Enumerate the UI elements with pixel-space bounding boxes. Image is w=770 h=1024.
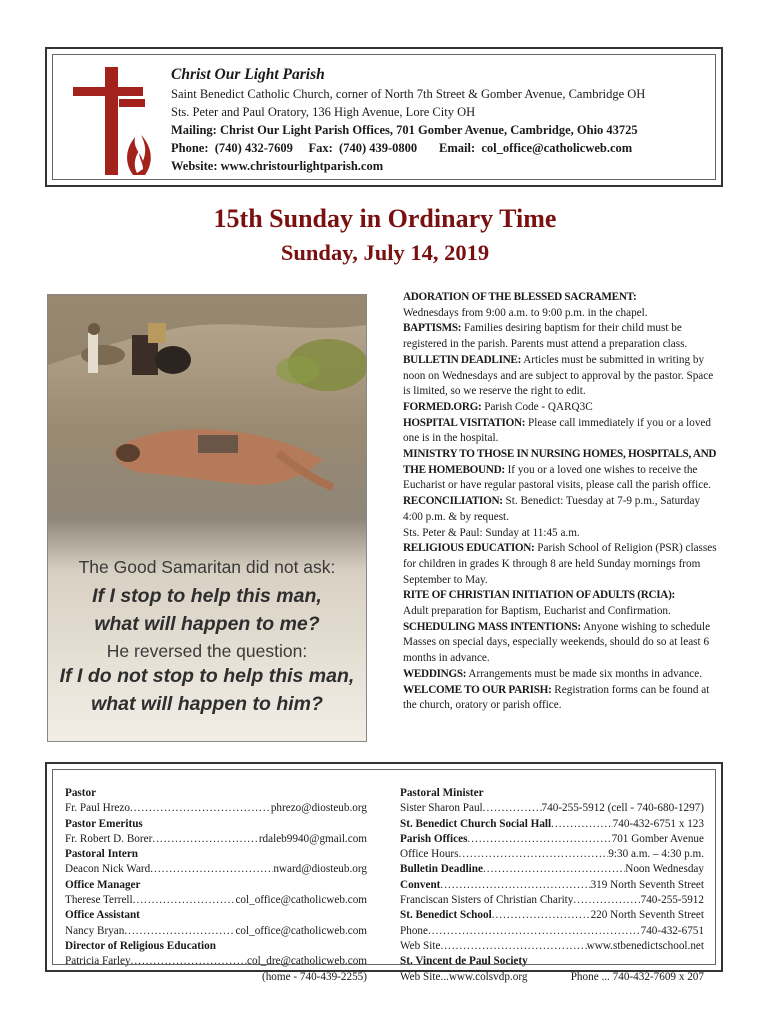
parish-logo-cross-icon (71, 65, 153, 177)
emeritus-row: Fr. Robert D. Borer ..... rdaleb9940@gmail.com (65, 832, 367, 847)
manager-heading: Office Manager (65, 878, 141, 891)
quote-line-1: The Good Samaritan did not ask: (78, 557, 336, 577)
pastor-row: Fr. Paul Hrezo ..... phrezo@diosteub.org (65, 801, 367, 816)
svdp-row: Web Site...www.colsvdp.org Phone ... 740-432-7609 x 207 (400, 970, 704, 983)
quote-line-4: He reversed the question: (106, 641, 308, 661)
church-address: Saint Benedict Catholic Church, corner of North 7th Street & Gomber Avenue, Cambridge OH (171, 87, 646, 101)
announcement-weddings: WEDDINGS: Arrangements must be made six months in advance. (403, 667, 703, 680)
staff-left-column (65, 786, 367, 985)
announcement-religious-education: RELIGIOUS EDUCATION: Parish School of Religion (PSR) classes for children in grades K through 8 are held Sunday mornings from September to May. (403, 542, 717, 586)
assistant-row: Nancy Bryan ..... col_office@catholicweb.com (65, 924, 367, 939)
announcement-formed: FORMED.ORG: Parish Code - QARQ3C (403, 400, 593, 413)
dre-home-phone: (home - 740-439-2255) (261, 970, 367, 983)
header-inner-border (52, 54, 716, 180)
office-hours-row: Office Hours ..... 9:30 a.m. – 4:30 p.m. (400, 847, 704, 862)
parish-name: Christ Our Light Parish (171, 66, 325, 83)
announcement-welcome: WELCOME TO OUR PARISH: Registration forms can be found at the church, oratory or parish office. (403, 683, 710, 712)
bulletin-date: Sunday, July 14, 2019 (280, 240, 490, 265)
announcement-rcia: RITE OF CHRISTIAN INITIATION OF ADULTS (RCIA): Adult preparation for Baptism, Eucharist and Confirmation. (403, 589, 675, 618)
mailing-address: Mailing: Christ Our Light Parish Offices, 701 Gomber Avenue, Cambridge, Ohio 43725 (171, 123, 638, 137)
staff-right-column (400, 786, 704, 985)
contact-line: Phone: (740) 432-7609 Fax: (740) 439-0800 Email: col_office@catholicweb.com (171, 141, 633, 155)
social-hall-row: St. Benedict Church Social Hall ..... 740-432-6751 x 123 (400, 817, 704, 832)
parish-header (45, 47, 723, 187)
intern-heading: Pastoral Intern (65, 848, 139, 861)
minister-heading: Pastoral Minister (400, 787, 484, 799)
announcement-ministry: MINISTRY TO THOSE IN NURSING HOMES, HOSPITALS, AND THE HOMEBOUND: If you or a loved one wishes to receive the Eucharist or have regular pastoral visits, please call the parish office. (403, 448, 717, 492)
staff-directory-inner-border (52, 769, 716, 983)
minister-row: Sister Sharon Paul ..... 740-255-5912 (cell - 740-680-1297) (400, 801, 704, 816)
pastor-heading: Pastor (65, 787, 97, 799)
convent-row: Convent ..... 319 North Seventh Street (400, 878, 704, 893)
svdp-heading: St. Vincent de Paul Society (400, 955, 528, 968)
school-phone-row: Phone ..... 740-432-6751 (400, 924, 704, 939)
announcement-mass-intentions: SCHEDULING MASS INTENTIONS: Anyone wishing to schedule Masses on special days, especially weekends, should do so at least 6 months in advance. (403, 620, 711, 665)
dre-row: Patricia Farley ..... col_dre@catholicweb.com (65, 954, 367, 969)
school-web-row: Web Site ..... www.stbenedictschool.net (400, 939, 704, 954)
announcement-hospital: HOSPITAL VISITATION: Please call immediately if you or a loved one is in the hospital. (403, 416, 711, 445)
staff-directory (45, 762, 723, 983)
announcement-reconciliation-oratory: Sts. Peter & Paul: Sunday at 11:45 a.m. (403, 526, 580, 539)
school-row: St. Benedict School ..... 220 North Seventh Street (400, 908, 704, 923)
manager-row: Therese Terrell ..... col_office@catholicweb.com (65, 893, 367, 908)
assistant-heading: Office Assistant (65, 909, 140, 922)
quote-line-5: If I do not stop to help this man, (59, 665, 355, 687)
emeritus-heading: Pastor Emeritus (65, 817, 143, 830)
dre-heading: Director of Religious Education (65, 939, 216, 952)
website-line: Website: www.christourlightparish.com (171, 159, 384, 173)
good-samaritan-photo (47, 294, 367, 742)
announcement-adoration: ADORATION OF THE BLESSED SACRAMENT: Wednesdays from 9:00 a.m. to 9:00 p.m. in the chapel. (403, 291, 648, 319)
intern-row: Deacon Nick Ward ..... nward@diosteub.org (65, 862, 367, 877)
header-text-block (171, 65, 726, 175)
quote-line-6: what will happen to him? (91, 693, 323, 715)
quote-line-2: If I stop to help this man, (92, 585, 322, 607)
bulletin-title: 15th Sunday in Ordinary Time (213, 204, 557, 233)
parish-offices-row: Parish Offices ..... 701 Gomber Avenue (400, 832, 704, 847)
announcements-column (403, 290, 721, 714)
oratory-address: Sts. Peter and Paul Oratory, 136 High Avenue, Lore City OH (171, 105, 476, 119)
franciscan-row: Franciscan Sisters of Christian Charity ..... 740-255-5912 (400, 893, 704, 908)
announcement-bulletin-deadline: BULLETIN DEADLINE: Articles must be submitted in writing by noon on Wednesdays and are subject to approval by the pastor. Space is limited, so we reserve the right to edit. (403, 353, 714, 398)
announcement-reconciliation: RECONCILIATION: St. Benedict: Tuesday at 7-9 p.m., Saturday 4:00 p.m. & by request. (403, 495, 701, 523)
bulletin-deadline-row: Bulletin Deadline ..... Noon Wednesday (400, 862, 704, 877)
announcement-baptisms: BAPTISMS: Families desiring baptism for their child must be registered in the parish. Parents must attend a preparation class. (403, 322, 688, 351)
quote-line-3: what will happen to me? (94, 613, 320, 635)
